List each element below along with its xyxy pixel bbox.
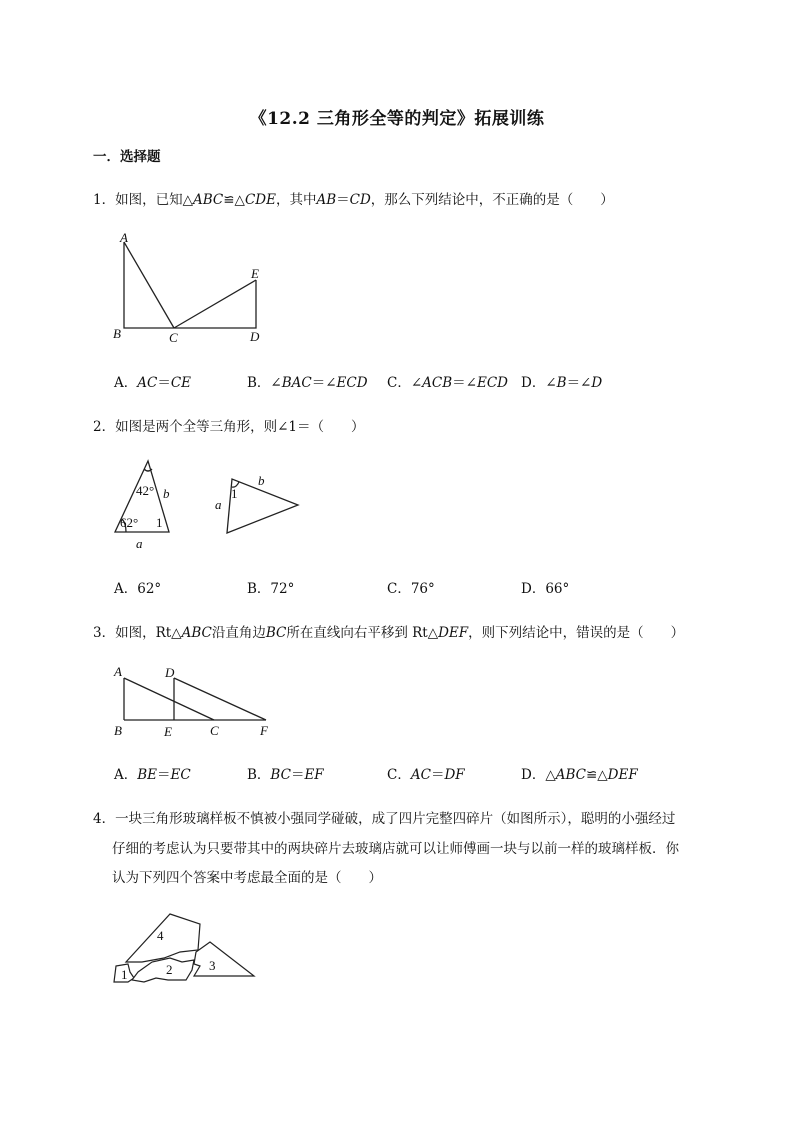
label-piece-3: 3 [209, 958, 216, 973]
question-3-figure [108, 660, 288, 740]
label-angle-42: 42° [136, 483, 155, 498]
q2-option-d: D．66° [521, 581, 570, 597]
label-E: E [164, 724, 172, 739]
question-4-line-1: 4．一块三角形玻璃样板不慎被小强同学碰破，成了四片完整四碎片（如图所示），聪明的小强经过 [93, 811, 676, 827]
q2-option-b: B．72° [247, 581, 295, 597]
label-A: A [120, 230, 128, 245]
q1-option-c: C．∠ACB＝∠ECD [387, 375, 508, 391]
label-D: D [250, 329, 260, 344]
q3-option-a: A．BE＝EC [114, 767, 191, 783]
question-1-figure [108, 228, 278, 350]
label-F: F [260, 723, 268, 738]
label-side-b-left: b [163, 486, 170, 501]
label-side-a-right: a [215, 497, 222, 512]
question-4-line-2: 仔细的考虑认为只要带其中的两块碎片去玻璃店就可以让师傅画一块与以前一样的玻璃样板．你 [112, 841, 679, 857]
section-heading: 一．选择题 [93, 149, 161, 165]
q3-option-b: B．BC＝EF [247, 767, 324, 783]
q2-option-a: A．62° [114, 581, 162, 597]
label-angle-1-right: 1 [231, 486, 238, 501]
label-C: C [210, 723, 219, 738]
q1-option-b: B．∠BAC＝∠ECD [247, 375, 368, 391]
question-1-stem: 1．如图，已知△ABC≌△CDE，其中AB＝CD，那么下列结论中，不正确的是（ ） [93, 192, 614, 208]
q3-option-c: C．AC＝DF [387, 767, 465, 783]
label-D: D [165, 665, 175, 680]
label-piece-4: 4 [157, 928, 164, 943]
question-2-stem: 2．如图是两个全等三角形，则∠1＝（ ） [93, 419, 365, 435]
label-B: B [114, 723, 122, 738]
page-title: 《12.2 三角形全等的判定》拓展训练 [249, 109, 545, 129]
q1-option-a: A．AC＝CE [114, 375, 192, 391]
question-4-line-3: 认为下列四个答案中考虑最全面的是（ ） [112, 870, 382, 886]
label-B: B [113, 326, 121, 341]
question-4-figure [108, 908, 268, 992]
question-2-figure [108, 455, 308, 555]
label-side-a-left: a [136, 536, 143, 551]
label-side-b-right: b [258, 473, 265, 488]
q1-option-d: D．∠B＝∠D [521, 375, 603, 391]
glass-piece-3 [194, 942, 254, 976]
label-A: A [114, 664, 122, 679]
label-E: E [251, 266, 259, 281]
label-C: C [169, 330, 178, 345]
label-angle-1-left: 1 [156, 515, 163, 530]
label-angle-62: 62° [120, 515, 139, 530]
q2-option-c: C．76° [387, 581, 435, 597]
question-3-stem: 3．如图，Rt△ABC沿直角边BC所在直线向右平移到 Rt△DEF，则下列结论中，错误的是（ ） [93, 625, 685, 641]
label-piece-2: 2 [166, 962, 173, 977]
label-piece-1: 1 [121, 967, 128, 982]
q3-option-d: D．△ABC≌△DEF [521, 767, 638, 783]
